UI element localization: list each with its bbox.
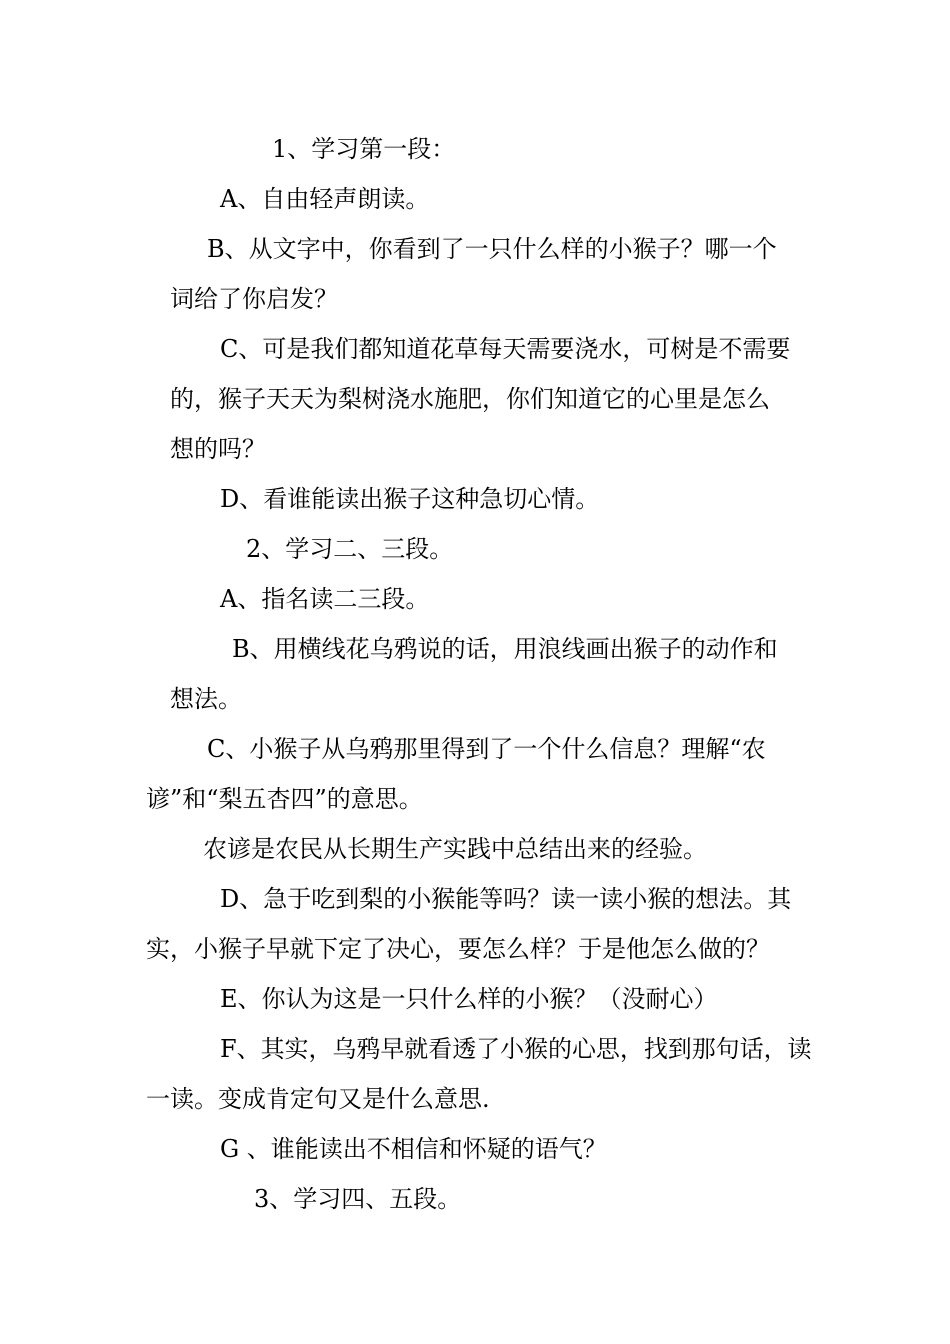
paragraph-line: C、可是我们都知道花草每天需要浇水，可树是不需要 [220,335,791,363]
paragraph-line: G 、谁能读出不相信和怀疑的语气？ [220,1135,607,1163]
paragraph-line: D、看谁能读出猴子这种急切心情。 [220,485,600,513]
paragraph-line: 一读。变成肯定句又是什么意思. [146,1085,490,1113]
section-heading-1: 1、学习第一段： [272,135,456,163]
paragraph-line: 想的吗？ [170,435,266,463]
paragraph-line: 的，猴子天天为梨树浇水施肥，你们知道它的心里是怎么 [170,385,770,413]
paragraph-line: 词给了你启发？ [170,285,338,313]
paragraph-line: B、用横线花乌鸦说的话，用浪线画出猴子的动作和 [232,635,778,663]
paragraph-line: F、其实，乌鸦早就看透了小猴的心思，找到那句话，读 [220,1035,812,1063]
paragraph-line: B、从文字中，你看到了一只什么样的小猴子？哪一个 [207,235,777,263]
paragraph-line: A、自由轻声朗读。 [220,185,430,213]
paragraph-line: 想法。 [170,685,242,713]
section-heading-3: 3、学习四、五段。 [254,1185,462,1213]
paragraph-line: 谚”和“梨五杏四”的意思。 [146,785,423,813]
paragraph-line: 实，小猴子早就下定了决心，要怎么样？于是他怎么做的？ [146,935,770,963]
paragraph-line: D、急于吃到梨的小猴能等吗？读一读小猴的想法。其 [220,885,792,913]
paragraph-line: E、你认为这是一只什么样的小猴？（没耐心） [220,985,718,1013]
paragraph-line: A、指名读二三段。 [220,585,430,613]
section-heading-2: 2、学习二、三段。 [246,535,454,563]
paragraph-line: C、小猴子从乌鸦那里得到了一个什么信息？理解“农 [207,735,766,763]
paragraph-line: 农谚是农民从长期生产实践中总结出来的经验。 [203,835,707,863]
